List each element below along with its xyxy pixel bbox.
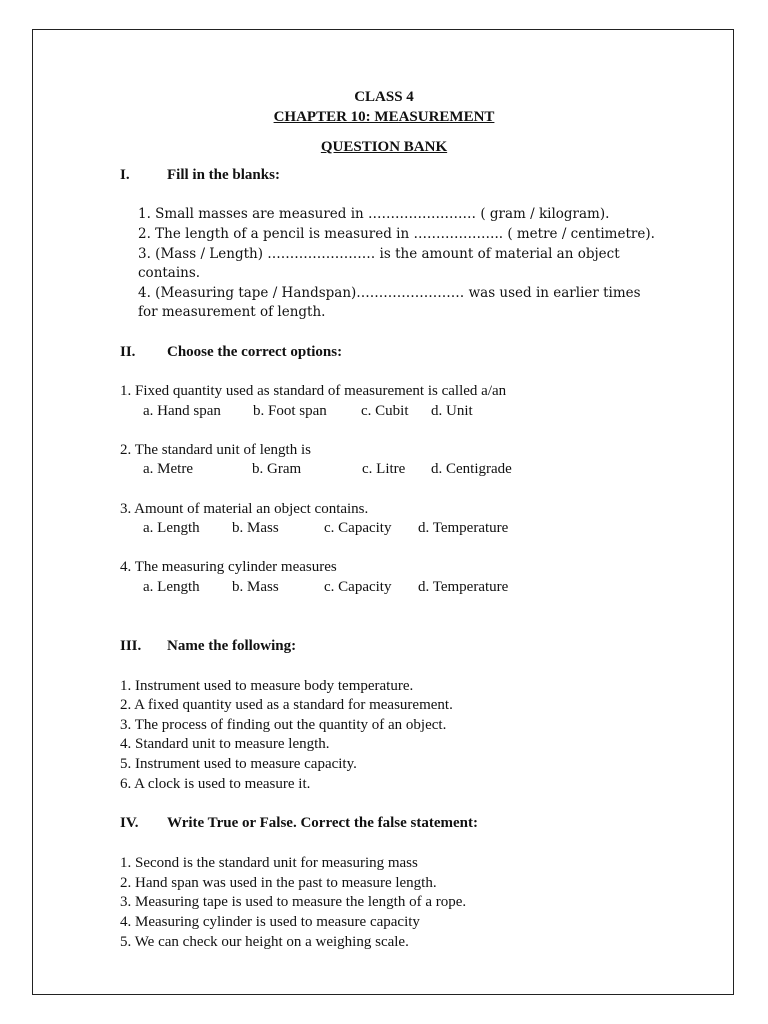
mcq-option-a: a. Length bbox=[143, 520, 200, 536]
list-item: 3. Measuring tape is used to measure the length of a rope. bbox=[120, 894, 467, 910]
section3-number: III. bbox=[120, 638, 142, 654]
mcq-option-b: b. Gram bbox=[252, 461, 302, 477]
fill-blank-line: 2. The length of a pencil is measured in ……………….. ( metre / centimetre). bbox=[138, 226, 655, 242]
list-item: 1. Instrument used to measure body temperature. bbox=[120, 678, 414, 694]
list-item: 5. Instrument used to measure capacity. bbox=[120, 756, 357, 772]
section3-title: Name the following: bbox=[167, 638, 297, 654]
mcq-option-a: a. Length bbox=[143, 579, 200, 595]
mcq-option-c: c. Capacity bbox=[324, 520, 392, 536]
section1-title: Fill in the blanks: bbox=[167, 167, 280, 183]
mcq-option-d: d. Temperature bbox=[418, 520, 509, 536]
mcq-option-d: d. Unit bbox=[431, 403, 473, 419]
mcq-option-b: b. Mass bbox=[232, 520, 279, 536]
mcq-question: 4. The measuring cylinder measures bbox=[120, 559, 337, 575]
chapter-title: CHAPTER 10: MEASUREMENT bbox=[273, 109, 495, 125]
list-item: 1. Second is the standard unit for measuring mass bbox=[120, 855, 418, 871]
list-item: 3. The process of finding out the quantity of an object. bbox=[120, 717, 447, 733]
fill-blank-line: contains. bbox=[138, 265, 201, 281]
mcq-option-c: c. Cubit bbox=[361, 403, 409, 419]
section4-number: IV. bbox=[120, 815, 139, 831]
list-item: 2. Hand span was used in the past to measure length. bbox=[120, 875, 437, 891]
mcq-question: 1. Fixed quantity used as standard of measurement is called a/an bbox=[120, 383, 507, 399]
section1-number: I. bbox=[120, 167, 130, 183]
section2-title: Choose the correct options: bbox=[167, 344, 343, 360]
mcq-option-b: b. Mass bbox=[232, 579, 279, 595]
mcq-option-d: d. Centigrade bbox=[431, 461, 512, 477]
list-item: 4. Measuring cylinder is used to measure capacity bbox=[120, 914, 420, 930]
list-item: 2. A fixed quantity used as a standard for measurement. bbox=[120, 697, 453, 713]
class-label: CLASS 4 bbox=[354, 89, 414, 105]
list-item: 6. A clock is used to measure it. bbox=[120, 776, 311, 792]
list-item: 5. We can check our height on a weighing scale. bbox=[120, 934, 409, 950]
section4-title: Write True or False. Correct the false statement: bbox=[167, 815, 479, 831]
section2-number: II. bbox=[120, 344, 136, 360]
fill-blank-line: 1. Small masses are measured in …………………… ( gram / kilogram). bbox=[138, 206, 610, 222]
mcq-option-a: a. Metre bbox=[143, 461, 193, 477]
fill-blank-line: for measurement of length. bbox=[138, 304, 326, 320]
mcq-option-b: b. Foot span bbox=[253, 403, 327, 419]
question-bank-subtitle: QUESTION BANK bbox=[320, 139, 448, 155]
mcq-option-c: c. Litre bbox=[362, 461, 406, 477]
list-item: 4. Standard unit to measure length. bbox=[120, 736, 330, 752]
fill-blank-line: 4. (Measuring tape / Handspan)…………………… was used in earlier times bbox=[138, 285, 641, 301]
fill-blank-line: 3. (Mass / Length) …………………… is the amount of material an object bbox=[138, 246, 620, 262]
mcq-option-c: c. Capacity bbox=[324, 579, 392, 595]
mcq-option-a: a. Hand span bbox=[143, 403, 221, 419]
mcq-question: 2. The standard unit of length is bbox=[120, 442, 311, 458]
mcq-question: 3. Amount of material an object contains. bbox=[120, 501, 369, 517]
mcq-option-d: d. Temperature bbox=[418, 579, 509, 595]
